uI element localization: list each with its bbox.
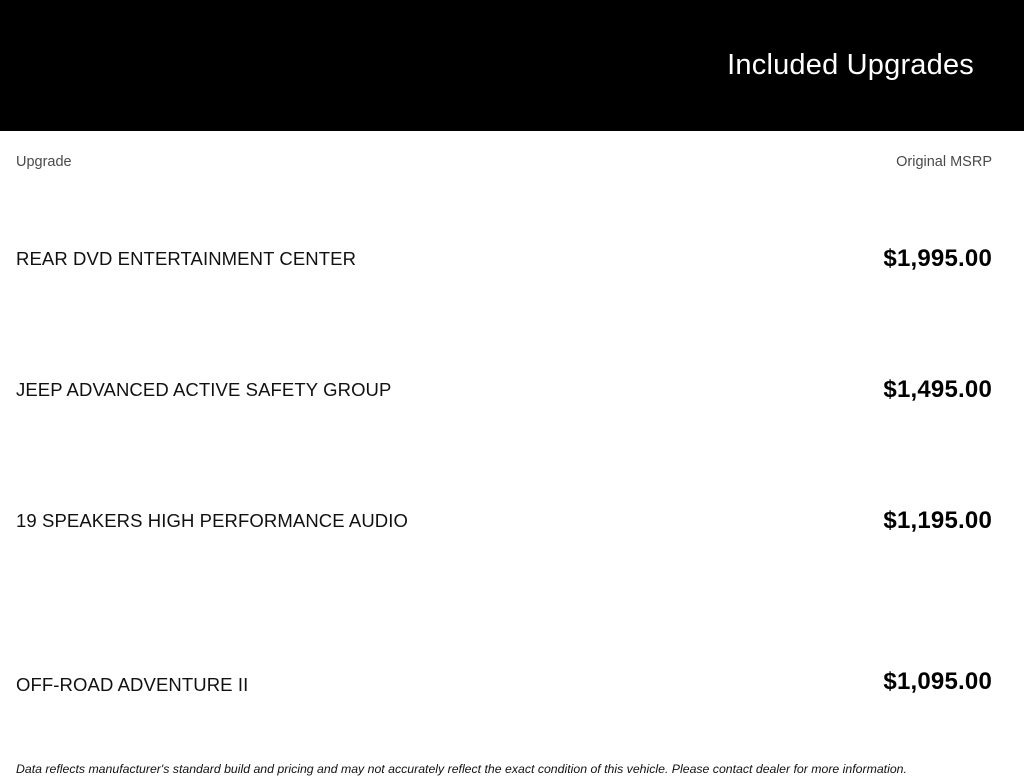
- upgrade-name: JEEP ADVANCED ACTIVE SAFETY GROUP: [16, 378, 392, 400]
- table-body: [16, 193, 992, 704]
- upgrade-price: $1,995.00: [883, 244, 992, 272]
- included-upgrades-table: [16, 131, 992, 704]
- disclaimer-text: Data reflects manufacturer's standard build and pricing and may not accurately reflect the exact condition of this vehicle. Please contact dealer for more information.: [16, 762, 907, 776]
- upgrade-price: $1,095.00: [883, 668, 992, 695]
- column-header-original-msrp: Original MSRP: [896, 154, 992, 170]
- table-row: [16, 193, 992, 324]
- page-title: Included Upgrades: [727, 49, 974, 81]
- upgrade-price: $1,495.00: [883, 375, 992, 403]
- table-header-row: [16, 131, 992, 193]
- table-row: [16, 586, 992, 704]
- upgrade-price: $1,195.00: [883, 506, 992, 534]
- upgrade-name: REAR DVD ENTERTAINMENT CENTER: [16, 247, 357, 269]
- upgrades-content: [0, 131, 1024, 704]
- page-header: [0, 0, 1024, 131]
- table-row: [16, 455, 992, 586]
- column-header-upgrade: Upgrade: [16, 154, 72, 170]
- table-row: [16, 324, 992, 455]
- upgrade-name: OFF-ROAD ADVENTURE II: [16, 674, 249, 695]
- upgrade-name: 19 SPEAKERS HIGH PERFORMANCE AUDIO: [16, 509, 408, 531]
- table-header: [16, 131, 992, 193]
